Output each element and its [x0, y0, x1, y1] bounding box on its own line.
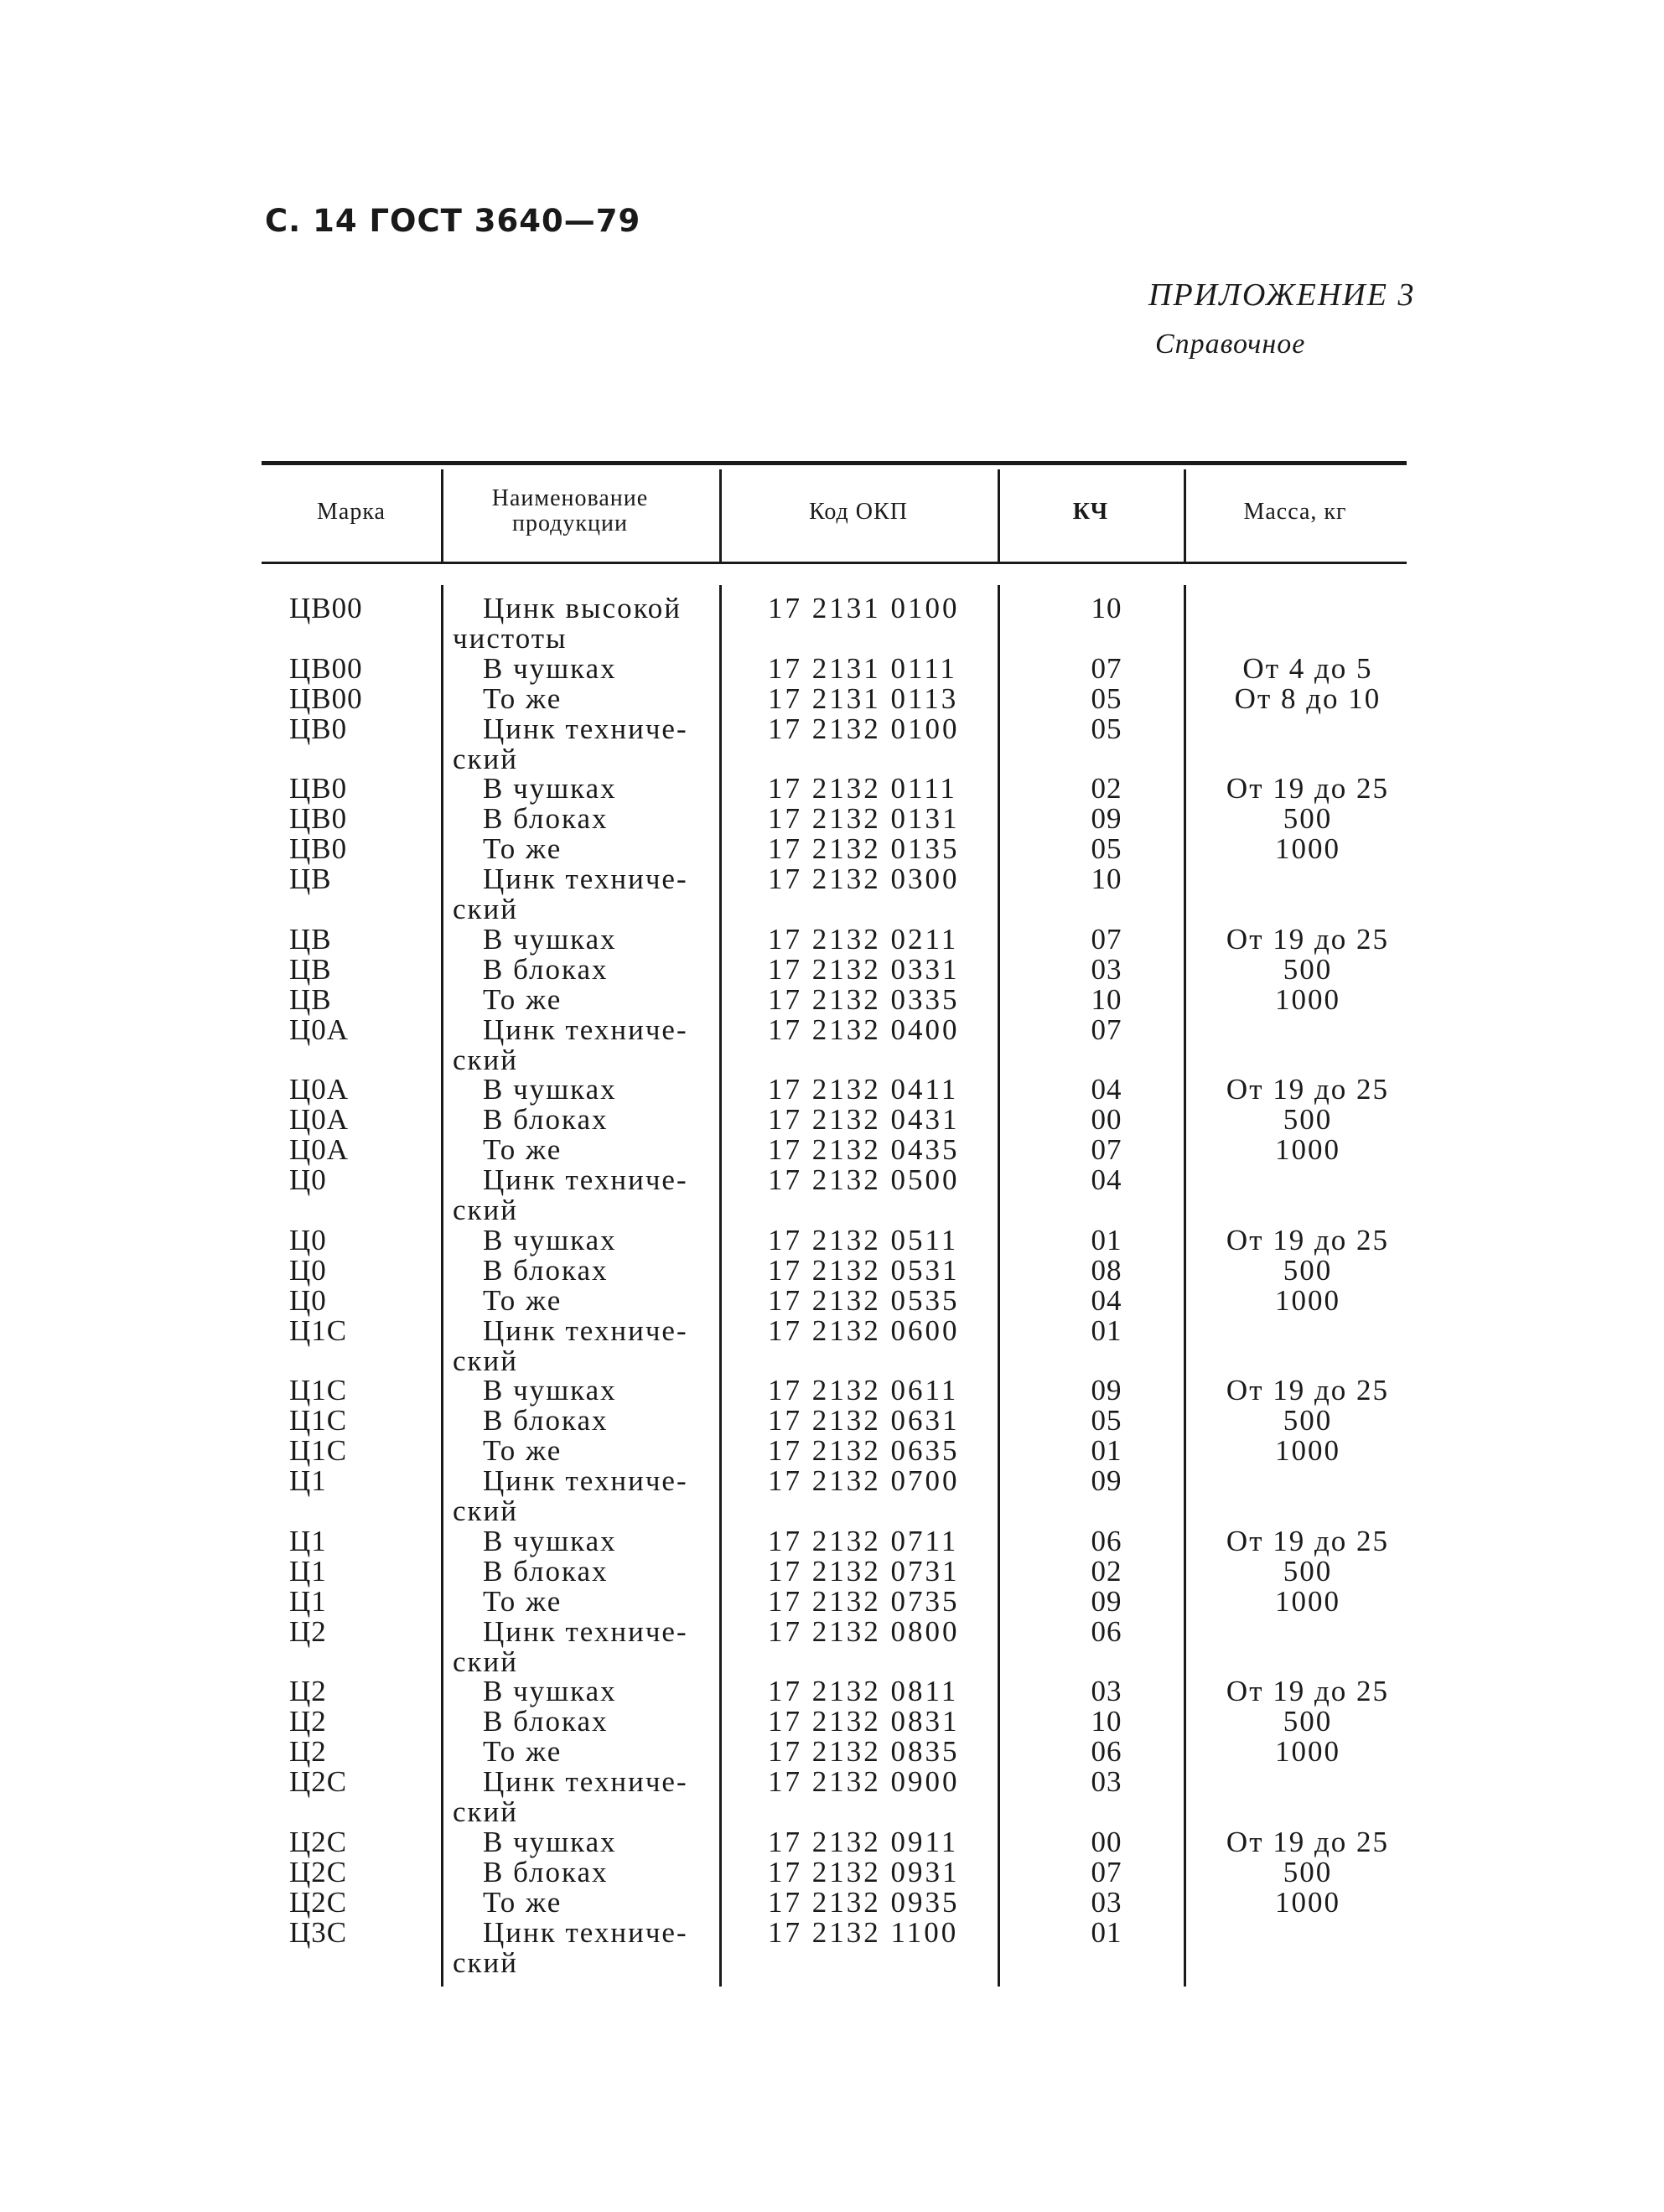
cell-okp-code: 17 2132 0131	[768, 802, 960, 836]
cell-okp-code: 17 2131 0100	[768, 592, 960, 624]
cell-marka: Ц0А	[289, 1133, 350, 1167]
cell-marka: Ц0А	[289, 1073, 350, 1106]
cell-mass: 500	[1283, 802, 1333, 836]
cell-kch: 04	[1091, 1283, 1122, 1317]
table-row	[0, 1464, 1664, 1498]
cell-product-name: Цинк техниче-	[483, 712, 688, 745]
cell-okp-code: 17 2132 0931	[768, 1855, 960, 1888]
cell-product-name: чистоты	[453, 621, 568, 655]
cell-product-name: То же	[483, 1434, 562, 1468]
cell-marka: Ц2С	[289, 1885, 348, 1919]
cell-marka: Ц0	[289, 1283, 327, 1317]
table-row	[0, 1314, 1664, 1348]
cell-marka: Ц1	[289, 1584, 327, 1618]
column-header-name: Наименование продукции	[491, 485, 649, 536]
cell-product-name: В блоках	[483, 802, 609, 836]
cell-marka: ЦВ00	[289, 651, 363, 685]
cell-kch: 02	[1091, 1554, 1122, 1588]
cell-marka: Ц0А	[289, 1103, 350, 1137]
cell-marka: Ц1	[289, 1464, 327, 1498]
table-row	[0, 802, 1664, 836]
table-row	[0, 1645, 1664, 1679]
cell-mass: 1000	[1275, 1735, 1340, 1769]
cell-kch: 10	[1091, 592, 1122, 624]
appendix-subtitle: Справочное	[1155, 329, 1306, 360]
cell-product-name: Цинк техниче-	[483, 1765, 688, 1799]
cell-kch: 10	[1091, 863, 1122, 896]
cell-product-name: То же	[483, 1133, 562, 1167]
cell-kch: 00	[1091, 1825, 1122, 1858]
cell-marka: ЦВ00	[289, 592, 363, 624]
cell-product-name: Цинк техниче-	[483, 1163, 688, 1197]
cell-kch: 10	[1091, 1705, 1122, 1738]
cell-product-name: Цинк техниче-	[483, 1915, 688, 1949]
cell-mass: От 19 до 25	[1226, 1374, 1390, 1407]
cell-kch: 09	[1091, 1374, 1122, 1407]
cell-product-name: ский	[453, 1645, 518, 1678]
cell-marka: ЦВ0	[289, 712, 348, 745]
cell-kch: 03	[1091, 952, 1122, 986]
cell-mass: 1000	[1275, 1133, 1340, 1167]
cell-okp-code: 17 2132 0800	[768, 1614, 960, 1648]
cell-kch: 07	[1091, 1013, 1122, 1046]
cell-mass: 500	[1283, 1103, 1333, 1137]
cell-product-name: Цинк техниче-	[483, 1464, 688, 1498]
cell-mass: От 19 до 25	[1226, 922, 1390, 956]
cell-product-name: ский	[453, 1344, 518, 1377]
cell-mass: От 19 до 25	[1226, 1825, 1390, 1858]
cell-kch: 03	[1091, 1765, 1122, 1799]
cell-marka: Ц0	[289, 1253, 327, 1287]
cell-kch: 10	[1091, 982, 1122, 1016]
cell-product-name: То же	[483, 982, 562, 1016]
column-header-kch: КЧ	[1072, 499, 1109, 525]
cell-marka: Ц2	[289, 1614, 327, 1648]
table-row	[0, 682, 1664, 716]
cell-mass: 500	[1283, 952, 1333, 986]
cell-product-name: ский	[453, 1043, 518, 1076]
cell-okp-code: 17 2132 0600	[768, 1313, 960, 1347]
table-row	[0, 1705, 1664, 1738]
cell-mass: 1000	[1275, 1584, 1340, 1618]
table-row	[0, 832, 1664, 866]
table-row	[0, 1735, 1664, 1769]
cell-product-name: Цинк техниче-	[483, 1013, 688, 1046]
cell-mass: 1000	[1275, 1283, 1340, 1317]
column-header-mass: Масса, кг	[1243, 499, 1347, 525]
cell-product-name: ский	[453, 742, 518, 775]
table-row	[0, 893, 1664, 926]
table-row	[0, 1886, 1664, 1919]
cell-product-name: То же	[483, 832, 562, 866]
table-row	[0, 622, 1664, 655]
cell-marka: Ц2	[289, 1675, 327, 1708]
cell-product-name: ский	[453, 893, 518, 925]
cell-mass: 1000	[1275, 832, 1340, 866]
cell-kch: 01	[1091, 1434, 1122, 1468]
cell-kch: 09	[1091, 1584, 1122, 1618]
cell-okp-code: 17 2132 0935	[768, 1885, 960, 1919]
cell-okp-code: 17 2132 0511	[768, 1223, 959, 1256]
table-row	[0, 1163, 1664, 1197]
cell-kch: 00	[1091, 1103, 1122, 1137]
cell-okp-code: 17 2132 0911	[768, 1825, 959, 1858]
cell-okp-code: 17 2132 0211	[768, 922, 959, 956]
cell-product-name: В чушках	[483, 1675, 617, 1708]
cell-okp-code: 17 2131 0111	[768, 651, 957, 685]
table-row	[0, 983, 1664, 1017]
cell-product-name: В блоках	[483, 1855, 609, 1888]
table-row	[0, 712, 1664, 746]
cell-okp-code: 17 2132 0335	[768, 982, 960, 1016]
cell-mass: От 4 до 5	[1242, 651, 1373, 685]
cell-marka: Ц2С	[289, 1855, 348, 1888]
table-row	[0, 863, 1664, 896]
table-row	[0, 1795, 1664, 1829]
cell-kch: 04	[1091, 1073, 1122, 1106]
table-row	[0, 1946, 1664, 1980]
cell-marka: Ц2	[289, 1705, 327, 1738]
cell-okp-code: 17 2132 0711	[768, 1524, 959, 1557]
cell-product-name: ский	[453, 1194, 518, 1226]
cell-okp-code: 17 2132 0411	[768, 1073, 959, 1106]
cell-marka: ЦВ0	[289, 802, 348, 836]
cell-product-name: В чушках	[483, 651, 617, 685]
cell-kch: 04	[1091, 1163, 1122, 1197]
cell-okp-code: 17 2132 0400	[768, 1013, 960, 1046]
cell-mass: От 19 до 25	[1226, 1073, 1390, 1106]
table-row	[0, 1495, 1664, 1528]
cell-okp-code: 17 2132 0631	[768, 1404, 960, 1438]
cell-product-name: В чушках	[483, 1374, 617, 1407]
table-row	[0, 1585, 1664, 1619]
cell-marka: Ц2	[289, 1735, 327, 1769]
cell-marka: ЦВ0	[289, 772, 348, 806]
table-row	[0, 1103, 1664, 1137]
table-row	[0, 923, 1664, 956]
cell-kch: 05	[1091, 1404, 1122, 1438]
cell-product-name: В чушках	[483, 1524, 617, 1557]
cell-mass: 500	[1283, 1253, 1333, 1287]
cell-okp-code: 17 2132 0300	[768, 863, 960, 896]
cell-okp-code: 17 2132 0135	[768, 832, 960, 866]
cell-product-name: В блоках	[483, 1253, 609, 1287]
cell-product-name: То же	[483, 1283, 562, 1317]
cell-okp-code: 17 2132 0735	[768, 1584, 960, 1618]
cell-kch: 05	[1091, 832, 1122, 866]
column-divider	[441, 469, 443, 562]
cell-product-name: ский	[453, 1495, 518, 1527]
cell-kch: 09	[1091, 1464, 1122, 1498]
cell-mass: 1000	[1275, 1885, 1340, 1919]
cell-okp-code: 17 2131 0113	[768, 681, 959, 715]
cell-marka: ЦВ00	[289, 681, 363, 715]
cell-product-name: В блоках	[483, 1404, 609, 1438]
table-row	[0, 743, 1664, 776]
cell-product-name: В блоках	[483, 1103, 609, 1137]
cell-kch: 07	[1091, 922, 1122, 956]
cell-product-name: То же	[483, 681, 562, 715]
cell-kch: 05	[1091, 681, 1122, 715]
cell-mass: 500	[1283, 1855, 1333, 1888]
cell-kch: 01	[1091, 1915, 1122, 1949]
table-row	[0, 592, 1664, 625]
table-row	[0, 1765, 1664, 1799]
cell-okp-code: 17 2132 0900	[768, 1765, 960, 1799]
cell-marka: Ц2С	[289, 1825, 348, 1858]
cell-mass: 500	[1283, 1705, 1333, 1738]
cell-product-name: То же	[483, 1735, 562, 1769]
cell-marka: Ц1	[289, 1524, 327, 1557]
cell-marka: Ц1С	[289, 1374, 348, 1407]
table-row	[0, 1826, 1664, 1859]
cell-marka: Ц3С	[289, 1915, 348, 1949]
cell-product-name: В чушках	[483, 1223, 617, 1256]
cell-product-name: В блоках	[483, 1554, 609, 1588]
table-row	[0, 1194, 1664, 1227]
cell-product-name: Цинк техниче-	[483, 863, 688, 896]
cell-product-name: Цинк высокой	[483, 592, 682, 624]
cell-mass: От 19 до 25	[1226, 1524, 1390, 1557]
table-row	[0, 1254, 1664, 1287]
cell-marka: ЦВ	[289, 922, 332, 956]
cell-product-name: В блоках	[483, 1705, 609, 1738]
cell-marka: Ц0	[289, 1223, 327, 1256]
cell-kch: 05	[1091, 712, 1122, 745]
table-row	[0, 1344, 1664, 1378]
cell-okp-code: 17 2132 0635	[768, 1434, 960, 1468]
page-header: С. 14 ГОСТ 3640—79	[265, 203, 641, 239]
cell-mass: От 19 до 25	[1226, 1223, 1390, 1256]
cell-kch: 07	[1091, 1133, 1122, 1167]
cell-marka: Ц1	[289, 1554, 327, 1588]
cell-mass: От 19 до 25	[1226, 772, 1390, 806]
cell-product-name: В чушках	[483, 922, 617, 956]
cell-marka: ЦВ	[289, 982, 332, 1016]
cell-okp-code: 17 2132 0111	[768, 772, 957, 806]
cell-okp-code: 17 2132 0431	[768, 1103, 960, 1137]
column-header-code: Код ОКП	[809, 499, 908, 525]
table-row	[0, 772, 1664, 806]
table-row	[0, 1044, 1664, 1077]
cell-okp-code: 17 2132 0835	[768, 1735, 960, 1769]
cell-okp-code: 17 2132 0331	[768, 952, 960, 986]
table-row	[0, 1916, 1664, 1950]
cell-marka: ЦВ0	[289, 832, 348, 866]
cell-kch: 09	[1091, 802, 1122, 836]
table-row	[0, 1224, 1664, 1257]
cell-product-name: Цинк техниче-	[483, 1614, 688, 1648]
cell-product-name: В чушках	[483, 1073, 617, 1106]
table-row	[0, 652, 1664, 686]
table-top-rule	[262, 461, 1407, 465]
cell-kch: 03	[1091, 1675, 1122, 1708]
appendix-title: ПРИЛОЖЕНИЕ 3	[1148, 277, 1416, 313]
table-row	[0, 1434, 1664, 1468]
table-row	[0, 1284, 1664, 1318]
cell-product-name: То же	[483, 1885, 562, 1919]
cell-product-name: То же	[483, 1584, 562, 1618]
cell-marka: ЦВ	[289, 952, 332, 986]
table-row	[0, 1133, 1664, 1167]
table-header-rule	[262, 562, 1407, 564]
cell-kch: 07	[1091, 651, 1122, 685]
cell-okp-code: 17 2132 0731	[768, 1554, 960, 1588]
table-row	[0, 953, 1664, 987]
cell-mass: 500	[1283, 1554, 1333, 1588]
cell-product-name: В чушках	[483, 1825, 617, 1858]
cell-okp-code: 17 2132 0811	[768, 1675, 959, 1708]
table-row	[0, 1525, 1664, 1558]
cell-product-name: ский	[453, 1945, 518, 1979]
table-row	[0, 1013, 1664, 1047]
table-row	[0, 1615, 1664, 1649]
table-row	[0, 1675, 1664, 1708]
cell-kch: 01	[1091, 1223, 1122, 1256]
cell-marka: ЦВ	[289, 863, 332, 896]
cell-okp-code: 17 2132 0500	[768, 1163, 960, 1197]
cell-mass: 1000	[1275, 982, 1340, 1016]
cell-product-name: ский	[453, 1795, 518, 1828]
cell-okp-code: 17 2132 0700	[768, 1464, 960, 1498]
cell-marka: Ц0	[289, 1163, 327, 1197]
cell-product-name: Цинк техниче-	[483, 1313, 688, 1347]
cell-kch: 08	[1091, 1253, 1122, 1287]
cell-marka: Ц1С	[289, 1313, 348, 1347]
cell-okp-code: 17 2132 0531	[768, 1253, 960, 1287]
cell-kch: 07	[1091, 1855, 1122, 1888]
cell-okp-code: 17 2132 1100	[768, 1915, 959, 1949]
cell-okp-code: 17 2132 0831	[768, 1705, 960, 1738]
table-row	[0, 1555, 1664, 1588]
cell-kch: 06	[1091, 1735, 1122, 1769]
cell-product-name: В блоках	[483, 952, 609, 986]
column-header-marka: Марка	[317, 499, 386, 525]
cell-marka: Ц2С	[289, 1765, 348, 1799]
cell-kch: 01	[1091, 1313, 1122, 1347]
table-row	[0, 1073, 1664, 1106]
table-row	[0, 1856, 1664, 1889]
cell-mass: 500	[1283, 1404, 1333, 1438]
cell-okp-code: 17 2132 0611	[768, 1374, 959, 1407]
cell-marka: Ц1С	[289, 1404, 348, 1438]
cell-okp-code: 17 2132 0100	[768, 712, 960, 745]
cell-kch: 06	[1091, 1614, 1122, 1648]
cell-kch: 03	[1091, 1885, 1122, 1919]
cell-kch: 06	[1091, 1524, 1122, 1557]
cell-mass: От 8 до 10	[1234, 681, 1381, 715]
cell-mass: От 19 до 25	[1226, 1675, 1390, 1708]
cell-marka: Ц1С	[289, 1434, 348, 1468]
cell-okp-code: 17 2132 0435	[768, 1133, 960, 1167]
cell-marka: Ц0А	[289, 1013, 350, 1046]
table-row	[0, 1404, 1664, 1438]
cell-product-name: В чушках	[483, 772, 617, 806]
cell-kch: 02	[1091, 772, 1122, 806]
cell-okp-code: 17 2132 0535	[768, 1283, 960, 1317]
table-row	[0, 1374, 1664, 1407]
cell-mass: 1000	[1275, 1434, 1340, 1468]
